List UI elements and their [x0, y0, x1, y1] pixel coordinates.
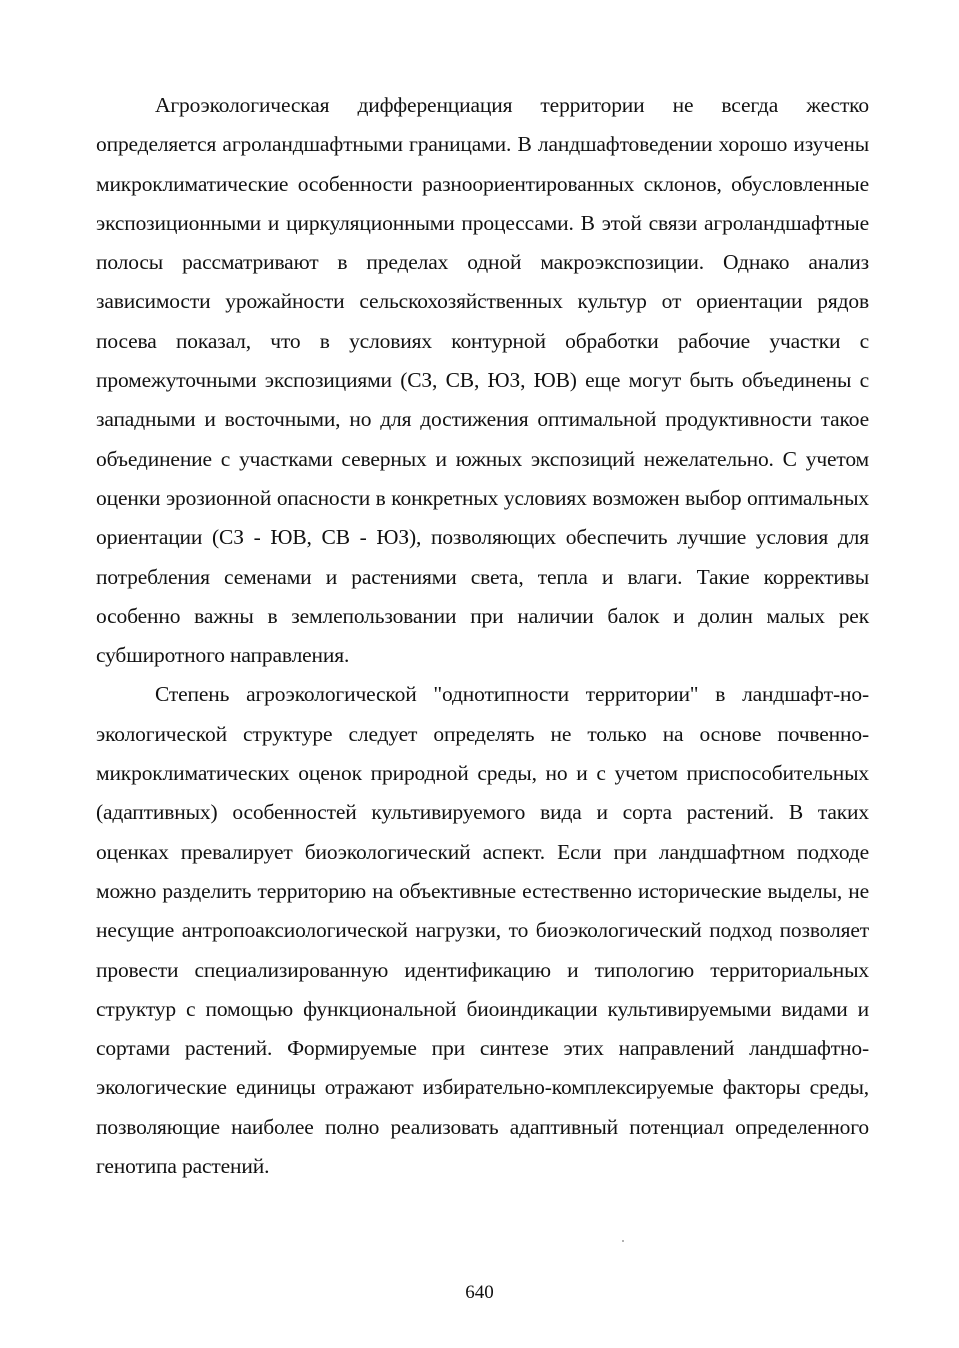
scan-speck — [622, 1240, 624, 1242]
paragraph-1: Агроэкологическая дифференциация территории не всегда жестко определяется агроландшафтными границами. В ландшафтоведении хорошо изучены микроклиматические особенности разноориентированных склонов, обусловленные экспозиционными и циркуляционными процессами. В этой связи агроландшафтные полосы рассматривают в пределах одной макроэкспозиции. Однако анализ зависимости урожайности сельскохозяйственных культур от ориентации рядов посева показал, что в условиях контурной обработки рабочие участки с промежуточными экспозициями (СЗ, СВ, ЮЗ, ЮВ) еще могут быть объединены с западными и восточными, но для достижения оптимальной продуктивности такое объединение с участками северных и южных экспозиций нежелательно. С учетом оценки эрозионной опасности в конкретных условиях возможен выбор оптимальных ориентации (СЗ - ЮВ, СВ - ЮЗ), позволяющих обеспечить лучшие условия для потребления семенами и растениями света, тепла и влаги. Такие коррективы особенно важны в землепользовании при наличии балок и долин малых рек субширотного направления. — [96, 93, 869, 668]
paragraph-2: Степень агроэкологической "однотипности территории" в ландшафт-но-экологической структуре следует определять не только на основе почвенно-микроклиматических оценок природной среды, но и с учетом приспособительных (адаптивных) особенностей культивируемого вида и сорта растений. В таких оценках превалирует биоэкологический аспект. Если при ландшафтном подходе можно разделить территорию на объективные естественно исторические выделы, не несущие антропоаксиологической нагрузки, то биоэкологический подход позволяет провести специализированную идентификацию и типологию территориальных структур с помощью функциональной биоиндикации культивируемыми видами и сортами растений. Формируемые при синтезе этих направлений ландшафтно-экологические единицы отражают избирательно-комплексируемые факторы среды, позволяющие наиболее полно реализовать адаптивный потенциал определенного генотипа растений. — [96, 682, 869, 1179]
page-number: 640 — [465, 1282, 494, 1303]
body-text — [96, 86, 869, 1186]
